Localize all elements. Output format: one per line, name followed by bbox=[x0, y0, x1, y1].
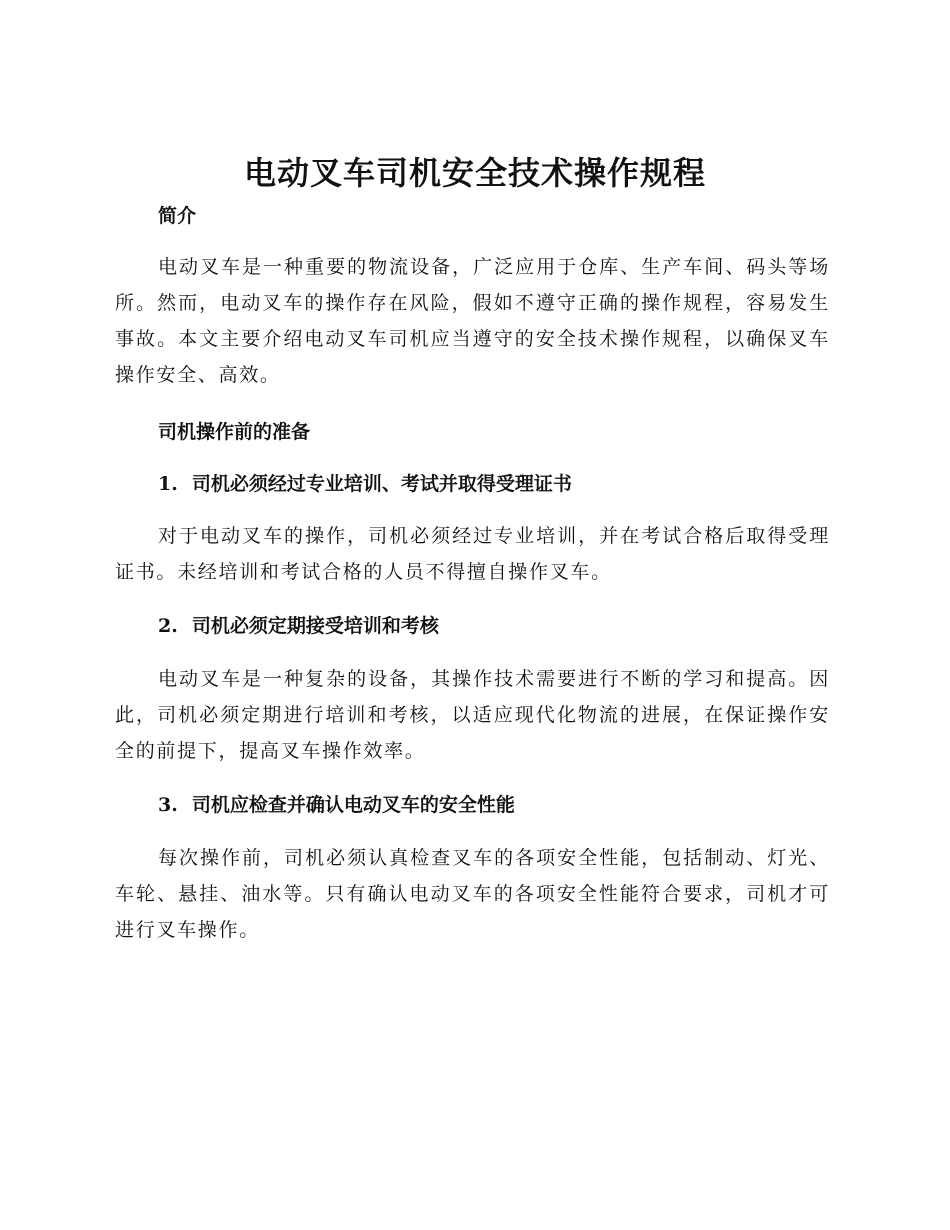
item-2-paragraph: 电动叉车是一种复杂的设备，其操作技术需要进行不断的学习和提高。因此，司机必须定期进行培训和考核，以适应现代化物流的进展，在保证操作安全的前提下，提高叉车操作效率。 bbox=[115, 668, 830, 762]
item-1-paragraph: 对于电动叉车的操作，司机必须经过专业培训，并在考试合格后取得受理证书。未经培训和考试合格的人员不得擅自操作叉车。 bbox=[115, 525, 830, 583]
item-1-number: 1. bbox=[158, 473, 178, 495]
item-2-heading-text: 司机必须定期接受培训和考核 bbox=[191, 615, 439, 637]
item-2-heading bbox=[158, 613, 439, 639]
intro-heading: 简介 bbox=[158, 205, 197, 227]
item-2-number: 2. bbox=[158, 615, 178, 637]
item-3-heading bbox=[158, 792, 515, 818]
item-1-heading-text: 司机必须经过专业培训、考试并取得受理证书 bbox=[191, 473, 572, 495]
item-1-heading bbox=[158, 471, 572, 497]
document-title: 电动叉车司机安全技术操作规程 bbox=[243, 154, 706, 192]
item-3-heading-text: 司机应检查并确认电动叉车的安全性能 bbox=[191, 794, 515, 816]
item-3-number: 3. bbox=[158, 794, 178, 816]
item-3-paragraph: 每次操作前，司机必须认真检查叉车的各项安全性能，包括制动、灯光、车轮、悬挂、油水等。只有确认电动叉车的各项安全性能符合要求，司机才可进行叉车操作。 bbox=[115, 847, 830, 941]
intro-paragraph: 电动叉车是一种重要的物流设备，广泛应用于仓库、生产车间、码头等场所。然而，电动叉车的操作存在风险，假如不遵守正确的操作规程，容易发生事故。本文主要介绍电动叉车司机应当遵守的安全技术操作规程，以确保叉车操作安全、高效。 bbox=[115, 256, 830, 386]
prep-heading: 司机操作前的准备 bbox=[158, 421, 311, 443]
